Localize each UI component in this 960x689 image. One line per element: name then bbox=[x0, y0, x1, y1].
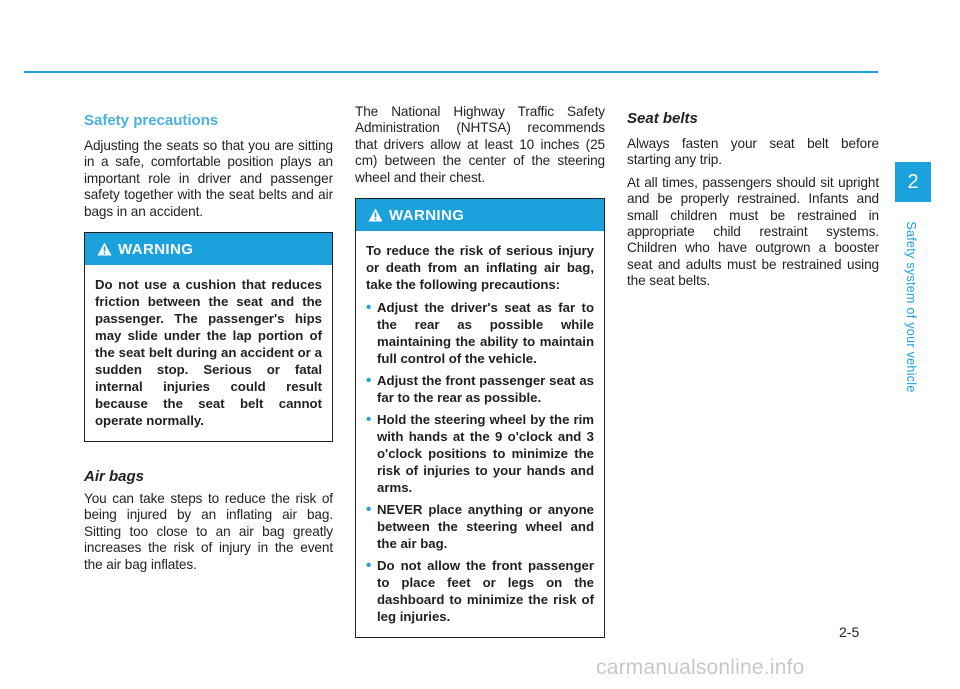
warning-bullet: • Do not allow the front passenger to place feet or legs on the dashboard to minimize the risk of leg injuries. bbox=[366, 557, 594, 625]
chapter-title: Safety system of your vehicle bbox=[904, 221, 918, 393]
watermark: carmanualsonline.info bbox=[596, 656, 805, 679]
page-number: 2-5 bbox=[839, 624, 860, 640]
seatbelts-title: Seat belts bbox=[627, 110, 698, 127]
section-paragraph: Adjusting the seats so that you are sitting in a safe, comfortable position plays an important role in driver and passenger safety together with the seat belts and air bags in an accident. bbox=[84, 138, 333, 219]
column-left bbox=[84, 104, 333, 579]
warning-text: Do not use a cushion that reduces friction between the seat and the passenger. The passenger's hips may slide under the lap portion of the seat belt during an accident or a sudden stop. Serious or fatal internal injuries could result because the seat belt cannot operate normally. bbox=[95, 277, 322, 429]
airbags-paragraph: You can take steps to reduce the risk of being injured by an inflating air bag. Sitting too close to an air bag greatly increases the risk of injury in the event the air bag inflates. bbox=[84, 491, 333, 572]
warning-label: WARNING bbox=[389, 206, 465, 224]
header-rule bbox=[24, 71, 878, 73]
warning-header bbox=[85, 233, 332, 265]
warning-bullet: • Hold the steering wheel by the rim with hands at the 9 o'clock and 3 o'clock positions to minimize the risk of injuries to your hands and arms. bbox=[366, 411, 594, 496]
bullet-dot-icon: • bbox=[366, 557, 372, 575]
bullet-dot-icon: • bbox=[366, 372, 372, 390]
nhtsa-paragraph: The National Highway Traffic Safety Administration (NHTSA) recommends that drivers allow at least 10 inches (25 cm) between the center of the steering wheel and their chest. bbox=[355, 104, 605, 185]
warning-bullet: • Adjust the front passenger seat as far to the rear as possible. bbox=[366, 372, 594, 406]
bullet-dot-icon: • bbox=[366, 501, 372, 519]
warning-label: WARNING bbox=[118, 240, 194, 258]
warning-triangle-icon bbox=[97, 242, 112, 256]
chapter-tab: 2 bbox=[895, 162, 931, 202]
bullet-dot-icon: • bbox=[366, 299, 372, 317]
chapter-side-label bbox=[899, 212, 923, 402]
section-title: Safety precautions bbox=[84, 112, 219, 129]
warning-bullet-list bbox=[366, 299, 594, 625]
bullet-dot-icon: • bbox=[366, 411, 372, 429]
airbags-title: Air bags bbox=[84, 468, 145, 486]
warning-bullet: • Adjust the driver's seat as far to the rear as possible while maintaining the ability to maintain full control of the vehicle. bbox=[366, 299, 594, 367]
warning-content bbox=[356, 231, 604, 637]
column-middle bbox=[355, 104, 605, 638]
warning-intro: To reduce the risk of serious injury or death from an inflating air bag, take the following precautions: bbox=[366, 243, 594, 293]
seatbelts-paragraph-2: At all times, passengers should sit upright and be properly restrained. Infants and small children must be restrained in appropriate child restraint systems. Children who have outgrown a booster seat and adults must be restrained using the seat belts. bbox=[627, 174, 879, 289]
warning-box-airbag bbox=[355, 198, 605, 638]
column-right bbox=[627, 104, 879, 296]
seatbelts-paragraph-1: Always fasten your seat belt before starting any trip. bbox=[627, 136, 879, 168]
warning-triangle-icon bbox=[368, 208, 383, 222]
warning-bullet: • NEVER place anything or anyone between the steering wheel and the air bag. bbox=[366, 501, 594, 552]
warning-box-cushion bbox=[84, 232, 333, 442]
warning-header bbox=[356, 199, 604, 231]
